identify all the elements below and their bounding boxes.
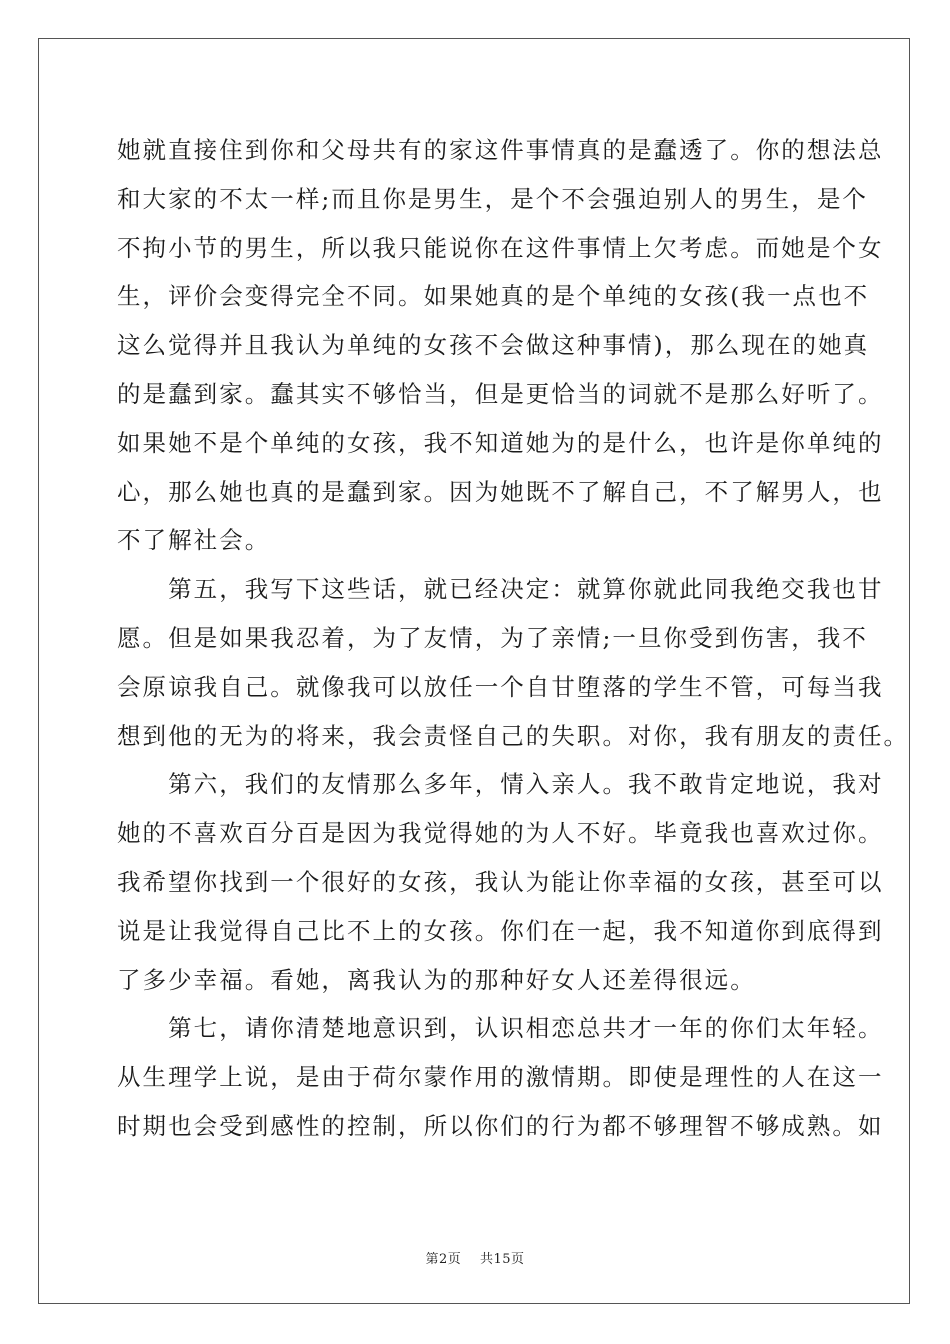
text-line: 第七，请你清楚地意识到，认识相恋总共才一年的你们太年轻。 (117, 1014, 884, 1043)
text-line: 和大家的不太一样;而且你是男生，是个不会强迫别人的男生，是个 (117, 184, 868, 213)
document-body (117, 126, 910, 1151)
current-page-number: 第2页 (425, 1252, 462, 1267)
text-line: 第六，我们的友情那么多年，情入亲人。我不敢肯定地说，我对 (117, 770, 884, 799)
text-line: 如果她不是个单纯的女孩，我不知道她为的是什么，也许是你单纯的 (117, 428, 884, 457)
text-line: 生，评价会变得完全不同。如果她真的是个单纯的女孩(我一点也不 (117, 282, 870, 311)
text-line: 了多少幸福。看她，离我认为的那种好女人还差得很远。 (117, 965, 756, 994)
text-line: 从生理学上说，是由于荷尔蒙作用的激情期。即使是理性的人在这一 (117, 1063, 884, 1092)
text-line: 愿。但是如果我忍着，为了友情，为了亲情;一旦你受到伤害，我不 (117, 623, 868, 652)
page-footer (0, 1248, 950, 1267)
text-line: 的是蠢到家。蠢其实不够恰当，但是更恰当的词就不是那么好听了。 (117, 379, 884, 408)
text-line: 她的不喜欢百分百是因为我觉得她的为人不好。毕竟我也喜欢过你。 (117, 819, 884, 848)
text-line: 时期也会受到感性的控制，所以你们的行为都不够理智不够成熟。如 (117, 1111, 884, 1140)
text-line: 会原谅我自己。就像我可以放任一个自甘堕落的学生不管，可每当我 (117, 672, 884, 701)
text-line: 心，那么她也真的是蠢到家。因为她既不了解自己，不了解男人，也 (117, 477, 884, 506)
text-line: 第五，我写下这些话，就已经决定：就算你就此同我绝交我也甘 (117, 575, 884, 604)
total-page-count: 共15页 (479, 1252, 525, 1267)
text-line: 想到他的无为的将来，我会责怪自己的失职。对你，我有朋友的责任。 (117, 721, 910, 750)
text-line: 她就直接住到你和父母共有的家这件事情真的是蠢透了。你的想法总 (117, 136, 884, 164)
text-line: 说是让我觉得自己比不上的女孩。你们在一起，我不知道你到底得到 (117, 916, 884, 945)
text-line: 不拘小节的男生，所以我只能说你在这件事情上欠考虑。而她是个女 (117, 233, 884, 262)
text-line: 这么觉得并且我认为单纯的女孩不会做这种事情)，那么现在的她真 (117, 331, 870, 360)
text-line: 我希望你找到一个很好的女孩，我认为能让你幸福的女孩，甚至可以 (117, 867, 884, 896)
text-line: 不了解社会。 (117, 526, 271, 555)
